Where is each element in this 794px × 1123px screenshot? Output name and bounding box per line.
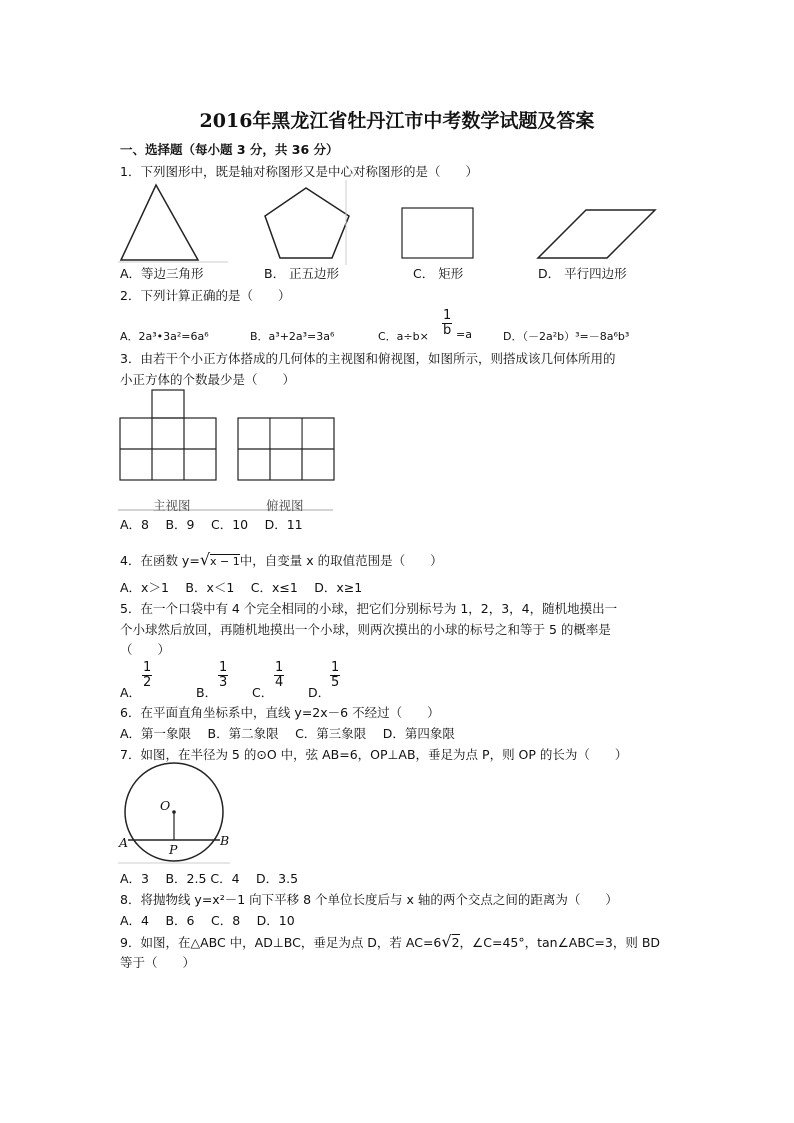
numerator: 1 xyxy=(443,308,452,323)
q3-options: A．8 B．9 C．10 D．11 xyxy=(120,517,303,532)
q7-options: A．3 B．2.5 C．4 D．3.5 xyxy=(120,871,299,886)
question-5-line-3: （ ） xyxy=(120,642,171,657)
denominator: b xyxy=(443,323,452,338)
q2-fraction xyxy=(442,309,452,338)
q5-option-a: A． xyxy=(120,685,142,700)
q1-option-b: B． 正五边形 xyxy=(264,266,340,281)
q6-options: A．第一象限 B．第二象限 C．第三象限 D．第四象限 xyxy=(120,726,455,741)
numerator: 1 xyxy=(275,660,284,675)
radicand: 2 xyxy=(451,935,460,950)
question-4 xyxy=(120,550,443,569)
question-5-line-2: 个小球然后放回，再随机地摸出一个小球，则两次摸出的小球的标号之和等于 5 的概率是 xyxy=(120,622,611,637)
q2-option-b: B．a³+2a³=3a⁶ xyxy=(250,330,335,343)
q3-views-figure xyxy=(118,388,338,513)
denominator: 4 xyxy=(275,675,284,690)
section-heading: 一、选择题（每小题 3 分，共 36 分） xyxy=(120,142,339,157)
question-3-line-1: 3．由若干个小正方体搭成的几何体的主视图和俯视图，如图所示，则搭成该几何体所用的 xyxy=(120,351,616,366)
denominator: 5 xyxy=(331,675,340,690)
denominator: 2 xyxy=(143,675,152,690)
q4-options: A．x＞1 B．x＜1 C．x≤1 D．x≥1 xyxy=(120,580,363,595)
q8-options: A．4 B．6 C．8 D．10 xyxy=(120,913,295,928)
q9-prefix: 9．如图，在△ABC 中，AD⊥BC，垂足为点 D，若 AC=6 xyxy=(120,935,442,950)
numerator: 1 xyxy=(143,660,152,675)
numerator: 1 xyxy=(331,660,340,675)
label-b: B xyxy=(220,833,230,848)
q1-option-d: D． 平行四边形 xyxy=(538,266,627,281)
q4-prefix: 4．在函数 y= xyxy=(120,553,200,568)
sqrt-icon: √ xyxy=(441,932,452,951)
q1-figures xyxy=(118,180,678,266)
front-view-label: 主视图 xyxy=(153,498,191,513)
radicand: x − 1 xyxy=(210,555,240,568)
page-title: 2016年黑龙江省牡丹江市中考数学试题及答案 xyxy=(199,110,595,132)
question-1: 1．下列图形中，既是轴对称图形又是中心对称图形的是（ ） xyxy=(120,164,478,179)
question-8: 8．将抛物线 y=x²－1 向下平移 8 个单位长度后与 x 轴的两个交点之间的距离为（ ） xyxy=(120,892,618,907)
label-a: A xyxy=(119,835,129,850)
q9-suffix: ，∠C=45°，tan∠ABC=3，则 BD xyxy=(459,935,661,950)
denominator: 3 xyxy=(219,675,228,690)
top-view-label: 俯视图 xyxy=(266,498,304,513)
q5-fraction-d xyxy=(330,661,340,690)
q1-option-a: A．等边三角形 xyxy=(120,266,204,281)
label-o: O xyxy=(160,798,171,813)
question-9-line-1 xyxy=(120,932,660,951)
q2-option-c: C．a÷b× xyxy=(378,330,429,343)
question-7: 7．如图，在半径为 5 的⊙O 中，弦 AB=6，OP⊥AB，垂足为点 P，则 OP 的长为（ ） xyxy=(120,747,628,762)
q1-option-c: C． 矩形 xyxy=(413,266,464,281)
sqrt-icon: √ xyxy=(199,550,211,569)
q2-option-a: A．2a³•3a²=6a⁶ xyxy=(120,330,209,343)
numerator: 1 xyxy=(219,660,228,675)
question-6: 6．在平面直角坐标系中，直线 y=2x－6 不经过（ ） xyxy=(120,705,440,720)
q5-option-d: D． xyxy=(308,685,331,700)
q2-option-d: D．（－2a²b）³=－8a⁶b³ xyxy=(503,330,630,343)
label-p: P xyxy=(169,842,178,857)
q5-option-b: B． xyxy=(196,685,218,700)
question-2: 2．下列计算正确的是（ ） xyxy=(120,288,291,303)
q2-option-c-tail: =a xyxy=(456,328,472,341)
question-3-line-2: 小正方体的个数最少是（ ） xyxy=(120,372,296,387)
q5-option-c: C． xyxy=(252,685,274,700)
q5-fraction-a xyxy=(142,661,152,690)
q4-suffix: 中，自变量 x 的取值范围是（ ） xyxy=(239,553,443,568)
q5-fraction-c xyxy=(274,661,284,690)
question-9-line-2: 等于（ ） xyxy=(120,955,196,970)
q5-fraction-b xyxy=(218,661,228,690)
question-5-line-1: 5．在一个口袋中有 4 个完全相同的小球，把它们分别标号为 1，2，3，4，随机地摸出一 xyxy=(120,601,618,616)
